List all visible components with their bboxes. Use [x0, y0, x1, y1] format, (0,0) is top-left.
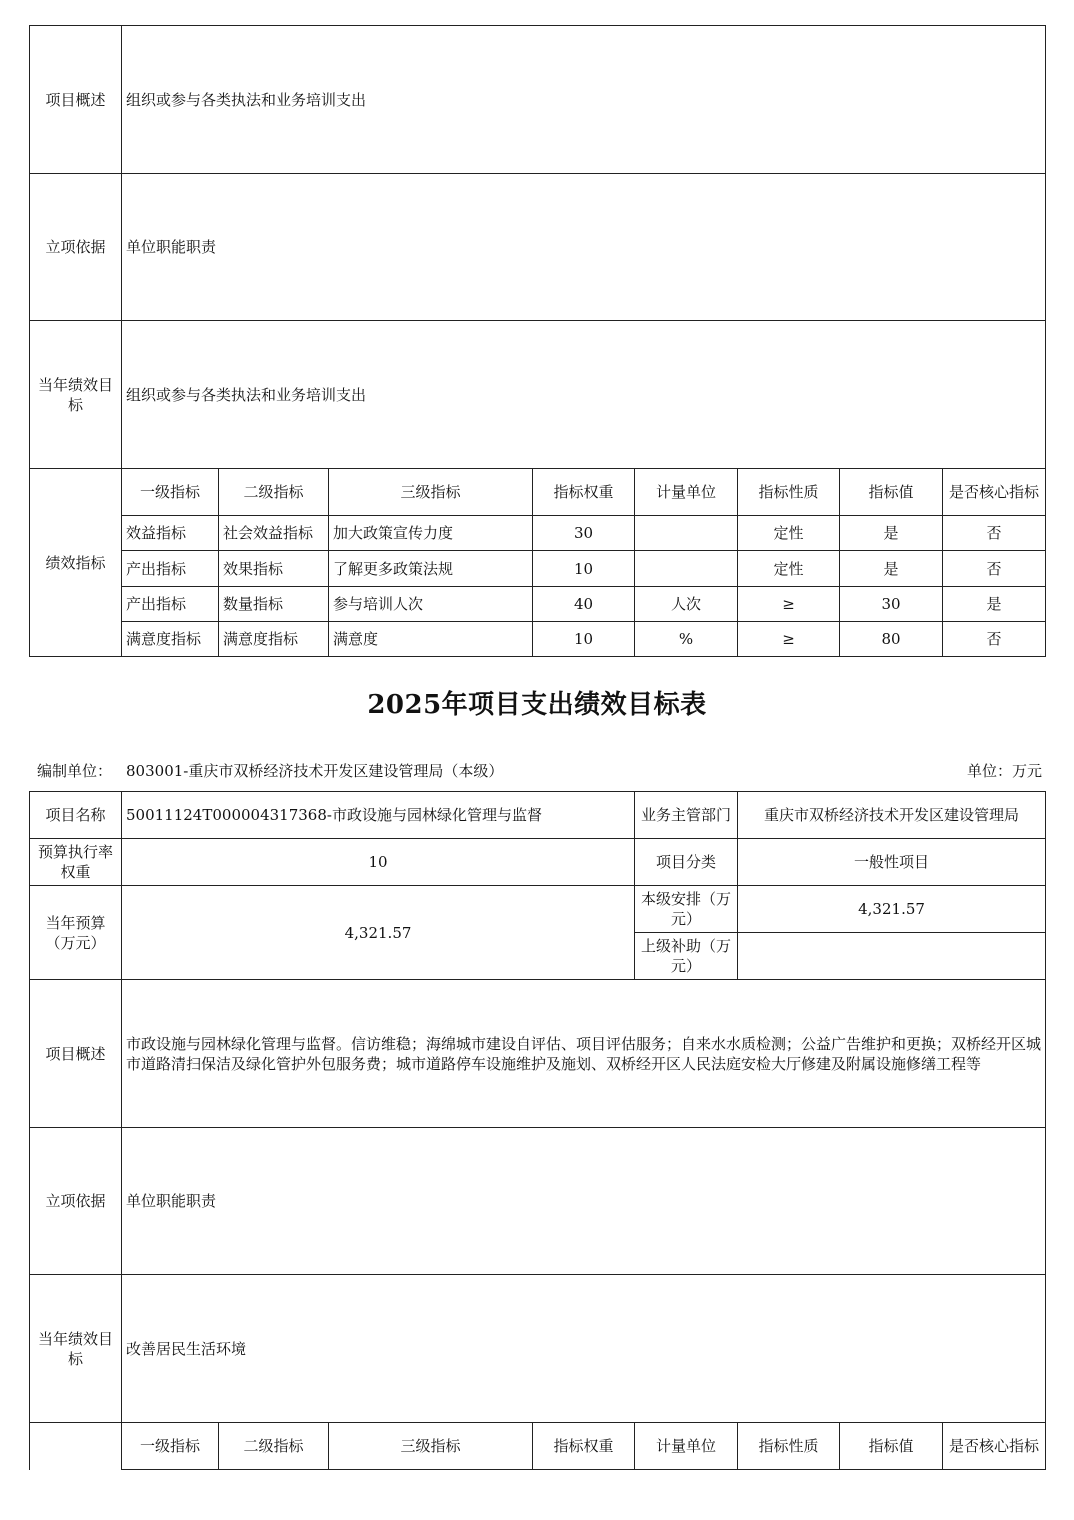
cell-value: 30: [840, 587, 943, 622]
cell-l1: 产出指标: [122, 587, 219, 622]
cell-core: 是: [943, 587, 1046, 622]
header-cell: 指标值: [840, 469, 943, 516]
indicator-label-empty: [30, 1423, 122, 1470]
annual-goal-label: 当年绩效目标: [30, 321, 122, 469]
cell-weight: 30: [533, 516, 635, 551]
org-name: 803001-重庆市双桥经济技术开发区建设管理局（本级）: [126, 762, 504, 780]
basis-label: 立项依据: [30, 1128, 122, 1275]
cell-l3: 参与培训人次: [329, 587, 533, 622]
annual-goal-row: [30, 321, 1046, 469]
overview-label: 项目概述: [30, 26, 122, 174]
exec-weight-row: [30, 839, 1046, 886]
cell-nature: 定性: [738, 516, 840, 551]
overview-row: [30, 26, 1046, 174]
indicator-header-row: [30, 1423, 1046, 1470]
annual-goal-value: 改善居民生活环境: [122, 1275, 1046, 1423]
header-cell: 是否核心指标: [943, 469, 1046, 516]
cell-l2: 满意度指标: [219, 622, 329, 657]
cell-nature: ≥: [738, 587, 840, 622]
cell-unit: 人次: [635, 587, 738, 622]
top-performance-table: [29, 25, 1046, 657]
overview-value: 市政设施与园林绿化管理与监督。信访维稳；海绵城市建设自评估、项目评估服务；自来水水质检测；公益广告维护和更换；双桥经开区城市道路清扫保洁及绿化管护外包服务费；城市道路停车设施维护及施划、双桥经开区人民法庭安检大厅修建及附属设施修缮工程等: [122, 980, 1046, 1128]
cell-l1: 满意度指标: [122, 622, 219, 657]
overview-label: 项目概述: [30, 980, 122, 1128]
budget-value: 4,321.57: [122, 886, 635, 980]
cell-weight: 40: [533, 587, 635, 622]
cell-unit: [635, 516, 738, 551]
table-row: [30, 622, 1046, 657]
local-value: 4,321.57: [738, 886, 1046, 933]
header-cell: 二级指标: [219, 469, 329, 516]
project-name-row: [30, 792, 1046, 839]
cell-unit: %: [635, 622, 738, 657]
upper-value: [738, 933, 1046, 980]
annual-goal-value: 组织或参与各类执法和业务培训支出: [122, 321, 1046, 469]
project-performance-table: [29, 791, 1046, 1470]
exec-weight-value: 10: [122, 839, 635, 886]
cell-value: 是: [840, 551, 943, 587]
overview-row: [30, 980, 1046, 1128]
header-cell: 指标性质: [738, 1423, 840, 1470]
indicator-header-row: [30, 469, 1046, 516]
cell-nature: ≥: [738, 622, 840, 657]
basis-value: 单位职能职责: [122, 1128, 1046, 1275]
header-cell: 指标权重: [533, 1423, 635, 1470]
dept-label: 业务主管部门: [635, 792, 738, 839]
annual-goal-label: 当年绩效目标: [30, 1275, 122, 1423]
local-label: 本级安排（万元）: [635, 886, 738, 933]
indicator-label: 绩效指标: [30, 469, 122, 657]
header-cell: 计量单位: [635, 469, 738, 516]
cell-core: 否: [943, 622, 1046, 657]
table-row: [30, 587, 1046, 622]
basis-value: 单位职能职责: [122, 174, 1046, 321]
cell-l1: 产出指标: [122, 551, 219, 587]
cell-l1: 效益指标: [122, 516, 219, 551]
cell-value: 是: [840, 516, 943, 551]
unit-label: 单位：万元: [966, 762, 1042, 780]
cell-nature: 定性: [738, 551, 840, 587]
header-cell: 指标权重: [533, 469, 635, 516]
basis-label: 立项依据: [30, 174, 122, 321]
cell-l3: 加大政策宣传力度: [329, 516, 533, 551]
header-cell: 一级指标: [122, 469, 219, 516]
cell-core: 否: [943, 551, 1046, 587]
cell-weight: 10: [533, 622, 635, 657]
basis-row: [30, 1128, 1046, 1275]
header-cell: 三级指标: [329, 1423, 533, 1470]
cell-l2: 社会效益指标: [219, 516, 329, 551]
cell-weight: 10: [533, 551, 635, 587]
overview-value: 组织或参与各类执法和业务培训支出: [122, 26, 1046, 174]
cell-l2: 效果指标: [219, 551, 329, 587]
table-row: [30, 516, 1046, 551]
upper-label: 上级补助（万元）: [635, 933, 738, 980]
table-row: [30, 551, 1046, 587]
cell-l2: 数量指标: [219, 587, 329, 622]
header-cell: 指标值: [840, 1423, 943, 1470]
cell-value: 80: [840, 622, 943, 657]
budget-row: [30, 886, 1046, 933]
cell-unit: [635, 551, 738, 587]
exec-weight-label: 预算执行率权重: [30, 839, 122, 886]
cell-core: 否: [943, 516, 1046, 551]
project-name-value: 50011124T000004317368-市政设施与园林绿化管理与监督: [122, 792, 635, 839]
project-name-label: 项目名称: [30, 792, 122, 839]
org-label: 编制单位：: [37, 762, 113, 780]
header-cell: 计量单位: [635, 1423, 738, 1470]
page-title: 2025年项目支出绩效目标表: [367, 690, 707, 720]
budget-label: 当年预算（万元）: [30, 886, 122, 980]
basis-row: [30, 174, 1046, 321]
category-label: 项目分类: [635, 839, 738, 886]
org-unit-line: [37, 760, 1042, 780]
header-cell: 二级指标: [219, 1423, 329, 1470]
header-cell: 三级指标: [329, 469, 533, 516]
header-cell: 一级指标: [122, 1423, 219, 1470]
annual-goal-row: [30, 1275, 1046, 1423]
header-cell: 是否核心指标: [943, 1423, 1046, 1470]
header-cell: 指标性质: [738, 469, 840, 516]
category-value: 一般性项目: [738, 839, 1046, 886]
dept-value: 重庆市双桥经济技术开发区建设管理局: [738, 792, 1046, 839]
cell-l3: 满意度: [329, 622, 533, 657]
cell-l3: 了解更多政策法规: [329, 551, 533, 587]
